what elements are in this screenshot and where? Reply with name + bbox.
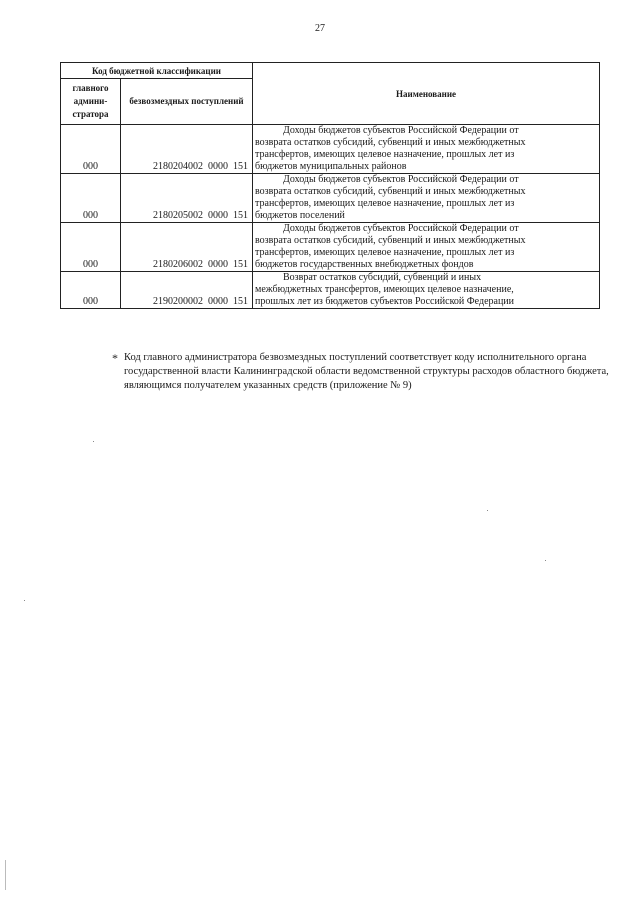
name-line: возврата остатков субсидий, субвенций и иных межбюджетных xyxy=(255,235,526,246)
table-row xyxy=(61,125,600,174)
table-row xyxy=(61,223,600,272)
header-admin: главного админи-стратора xyxy=(61,79,121,125)
footnote xyxy=(112,351,612,393)
name-line: трансфертов, имеющих целевое назначение, прошлых лет из xyxy=(255,149,515,160)
footnote-marker: * xyxy=(112,351,118,365)
header-name: Наименование xyxy=(253,63,600,125)
name-line: возврата остатков субсидий, субвенций и иных межбюджетных xyxy=(255,137,526,148)
name-cell xyxy=(253,125,600,174)
table-row xyxy=(61,174,600,223)
name-line: Доходы бюджетов субъектов Российской Федерации от xyxy=(283,125,519,136)
budget-classification-table xyxy=(60,62,600,309)
income-code-cell: 2180204002 0000 151 xyxy=(121,125,253,174)
name-line: бюджетов муниципальных районов xyxy=(255,161,407,172)
name-line: прошлых лет из бюджетов субъектов Российской Федерации xyxy=(255,296,515,307)
admin-code-cell: 000 xyxy=(61,125,121,174)
header-income: безвозмездных поступлений xyxy=(121,79,253,125)
name-line: Доходы бюджетов субъектов Российской Федерации от xyxy=(283,174,519,185)
income-code-cell: 2180206002 0000 151 xyxy=(121,223,253,272)
name-line: трансфертов, имеющих целевое назначение, прошлых лет из xyxy=(255,198,515,209)
name-line: бюджетов поселений xyxy=(255,210,345,221)
table-body xyxy=(61,125,600,309)
table-row xyxy=(61,272,600,309)
admin-code-cell: 000 xyxy=(61,272,121,309)
name-cell xyxy=(253,174,600,223)
admin-code-cell: 000 xyxy=(61,174,121,223)
page-number: 27 xyxy=(315,23,325,34)
name-line: Возврат остатков субсидий, субвенций и иных xyxy=(283,272,482,283)
name-line: Доходы бюджетов субъектов Российской Федерации от xyxy=(283,223,519,234)
income-code-cell: 2190200002 0000 151 xyxy=(121,272,253,309)
name-line: бюджетов государственных внебюджетных фондов xyxy=(255,259,474,270)
admin-code-cell: 000 xyxy=(61,223,121,272)
header-budget-code: Код бюджетной классификации xyxy=(61,63,253,79)
name-cell xyxy=(253,223,600,272)
income-code-cell: 2180205002 0000 151 xyxy=(121,174,253,223)
name-cell xyxy=(253,272,600,309)
name-line: трансфертов, имеющих целевое назначение, прошлых лет из xyxy=(255,247,515,258)
footnote-text: Код главного администратора безвозмездных поступлений соответствует коду исполнительного органа государственной власти Калининградской области ведомственной структуры расходов областного бюджета, являющимся получателем указанных средств (приложение № 9) xyxy=(124,352,609,391)
name-line: возврата остатков субсидий, субвенций и иных межбюджетных xyxy=(255,186,526,197)
name-line: межбюджетных трансфертов, имеющих целевое назначение, xyxy=(255,284,514,295)
